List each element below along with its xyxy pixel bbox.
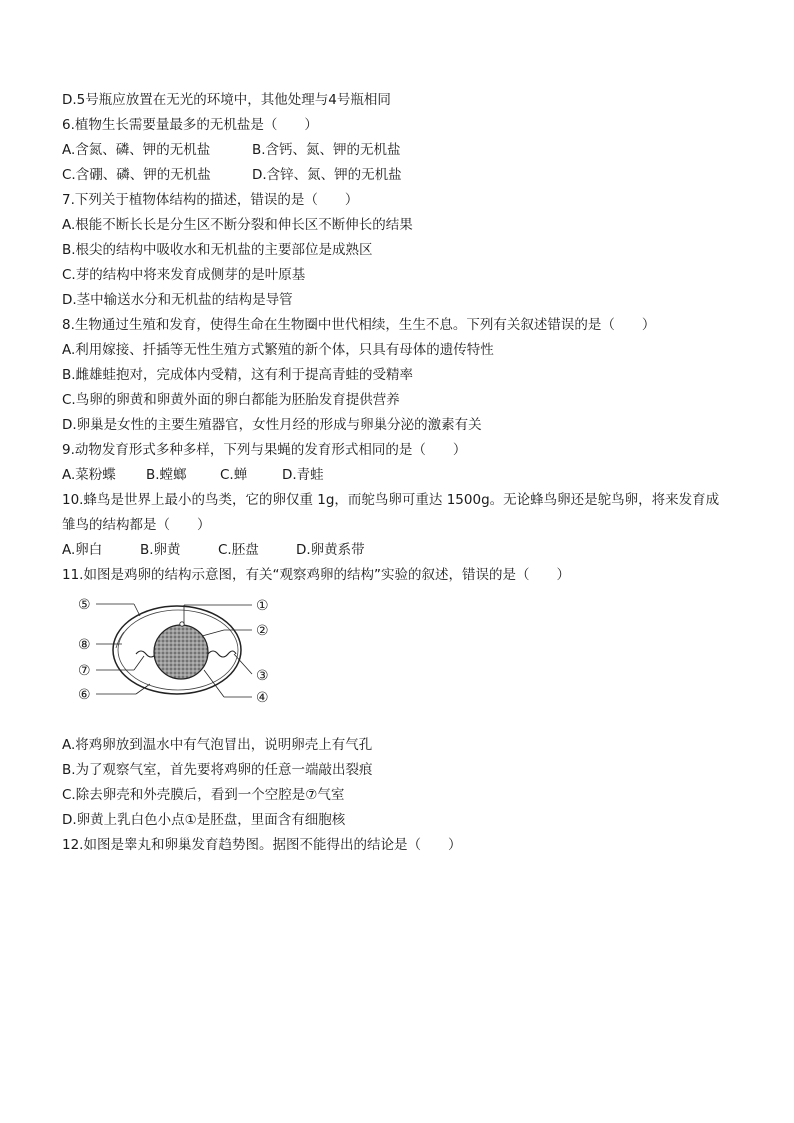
q10-option-a: A.卵白 <box>62 542 103 558</box>
chalaza-right <box>208 651 236 657</box>
q10-option-b: B.卵黄 <box>140 542 181 558</box>
q11-option-d: D.卵黄上乳白色小点①是胚盘，里面含有细胞核 <box>62 812 346 828</box>
egg-yolk <box>154 625 208 679</box>
q7-option-c: C.芽的结构中将来发育成侧芽的是叶原基 <box>62 267 306 283</box>
label-2: ② <box>256 623 269 639</box>
q11-option-c: C.除去卵壳和外壳膜后，看到一个空腔是⑦气室 <box>62 787 345 803</box>
label-7: ⑦ <box>78 663 91 679</box>
q9-option-b: B.螳螂 <box>146 467 187 483</box>
q6-option-a: A.含氮、磷、钾的无机盐 <box>62 142 211 158</box>
q6-options-row2 <box>62 165 402 185</box>
question-9: 9.动物发育形式多种多样，下列与果蝇的发育形式相同的是（ ） <box>62 442 467 458</box>
label-8: ⑧ <box>78 637 91 653</box>
label-5: ⑤ <box>78 597 91 613</box>
question-8: 8.生物通过生殖和发育，使得生命在生物圈中世代相续，生生不息。下列有关叙述错误的是（ ） <box>62 317 656 333</box>
q6-option-c: C.含硼、磷、钾的无机盐 <box>62 167 211 183</box>
q8-option-a: A.利用嫁接、扦插等无性生殖方式繁殖的新个体，只具有母体的遗传特性 <box>62 342 494 358</box>
question-11: 11.如图是鸡卵的结构示意图，有关“观察鸡卵的结构”实验的叙述，错误的是（ ） <box>62 567 570 583</box>
q6-option-d: D.含锌、氮、钾的无机盐 <box>252 167 402 183</box>
q11-option-a: A.将鸡卵放到温水中有气泡冒出，说明卵壳上有气孔 <box>62 737 373 753</box>
q10-options <box>62 540 365 560</box>
question-7: 7.下列关于植物体结构的描述，错误的是（ ） <box>62 192 359 208</box>
label-3: ③ <box>256 668 269 684</box>
q5-option-d: D.5号瓶应放置在无光的环境中，其他处理与4号瓶相同 <box>62 92 391 108</box>
q10-option-d: D.卵黄系带 <box>296 542 365 558</box>
germinal-disc <box>180 622 184 626</box>
q8-option-d: D.卵巢是女性的主要生殖器官，女性月经的形成与卵巢分泌的激素有关 <box>62 417 482 433</box>
label-1: ① <box>256 598 269 614</box>
egg-diagram-svg <box>74 592 284 712</box>
q6-option-b: B.含钙、氮、钾的无机盐 <box>252 142 401 158</box>
q9-options <box>62 465 324 485</box>
q9-option-c: C.蝉 <box>220 467 248 483</box>
question-10: 10.蜂鸟是世界上最小的鸟类，它的卵仅重 1g，而鸵鸟卵可重达 1500g。无论蜂鸟卵还是鸵鸟卵，将来发育成 <box>62 492 720 508</box>
label-6: ⑥ <box>78 687 91 703</box>
egg-structure-diagram <box>74 592 284 712</box>
q7-option-d: D.茎中输送水分和无机盐的结构是导管 <box>62 292 293 308</box>
q11-option-b: B.为了观察气室，首先要将鸡卵的任意一端敲出裂痕 <box>62 762 373 778</box>
q8-option-b: B.雌雄蛙抱对，完成体内受精，这有利于提高青蛙的受精率 <box>62 367 414 383</box>
q10-option-c: C.胚盘 <box>218 542 259 558</box>
question-10-cont: 雏鸟的结构都是（ ） <box>62 517 211 533</box>
q9-option-d: D.青蛙 <box>282 467 324 483</box>
q6-options-row1 <box>62 140 401 160</box>
question-6: 6.植物生长需要量最多的无机盐是（ ） <box>62 117 318 133</box>
question-12: 12.如图是睾丸和卵巢发育趋势图。据图不能得出的结论是（ ） <box>62 837 462 853</box>
q7-option-a: A.根能不断长长是分生区不断分裂和伸长区不断伸长的结果 <box>62 217 413 233</box>
q8-option-c: C.鸟卵的卵黄和卵黄外面的卵白都能为胚胎发育提供营养 <box>62 392 400 408</box>
q9-option-a: A.菜粉蝶 <box>62 467 116 483</box>
q7-option-b: B.根尖的结构中吸收水和无机盐的主要部位是成熟区 <box>62 242 373 258</box>
label-4: ④ <box>256 690 269 706</box>
